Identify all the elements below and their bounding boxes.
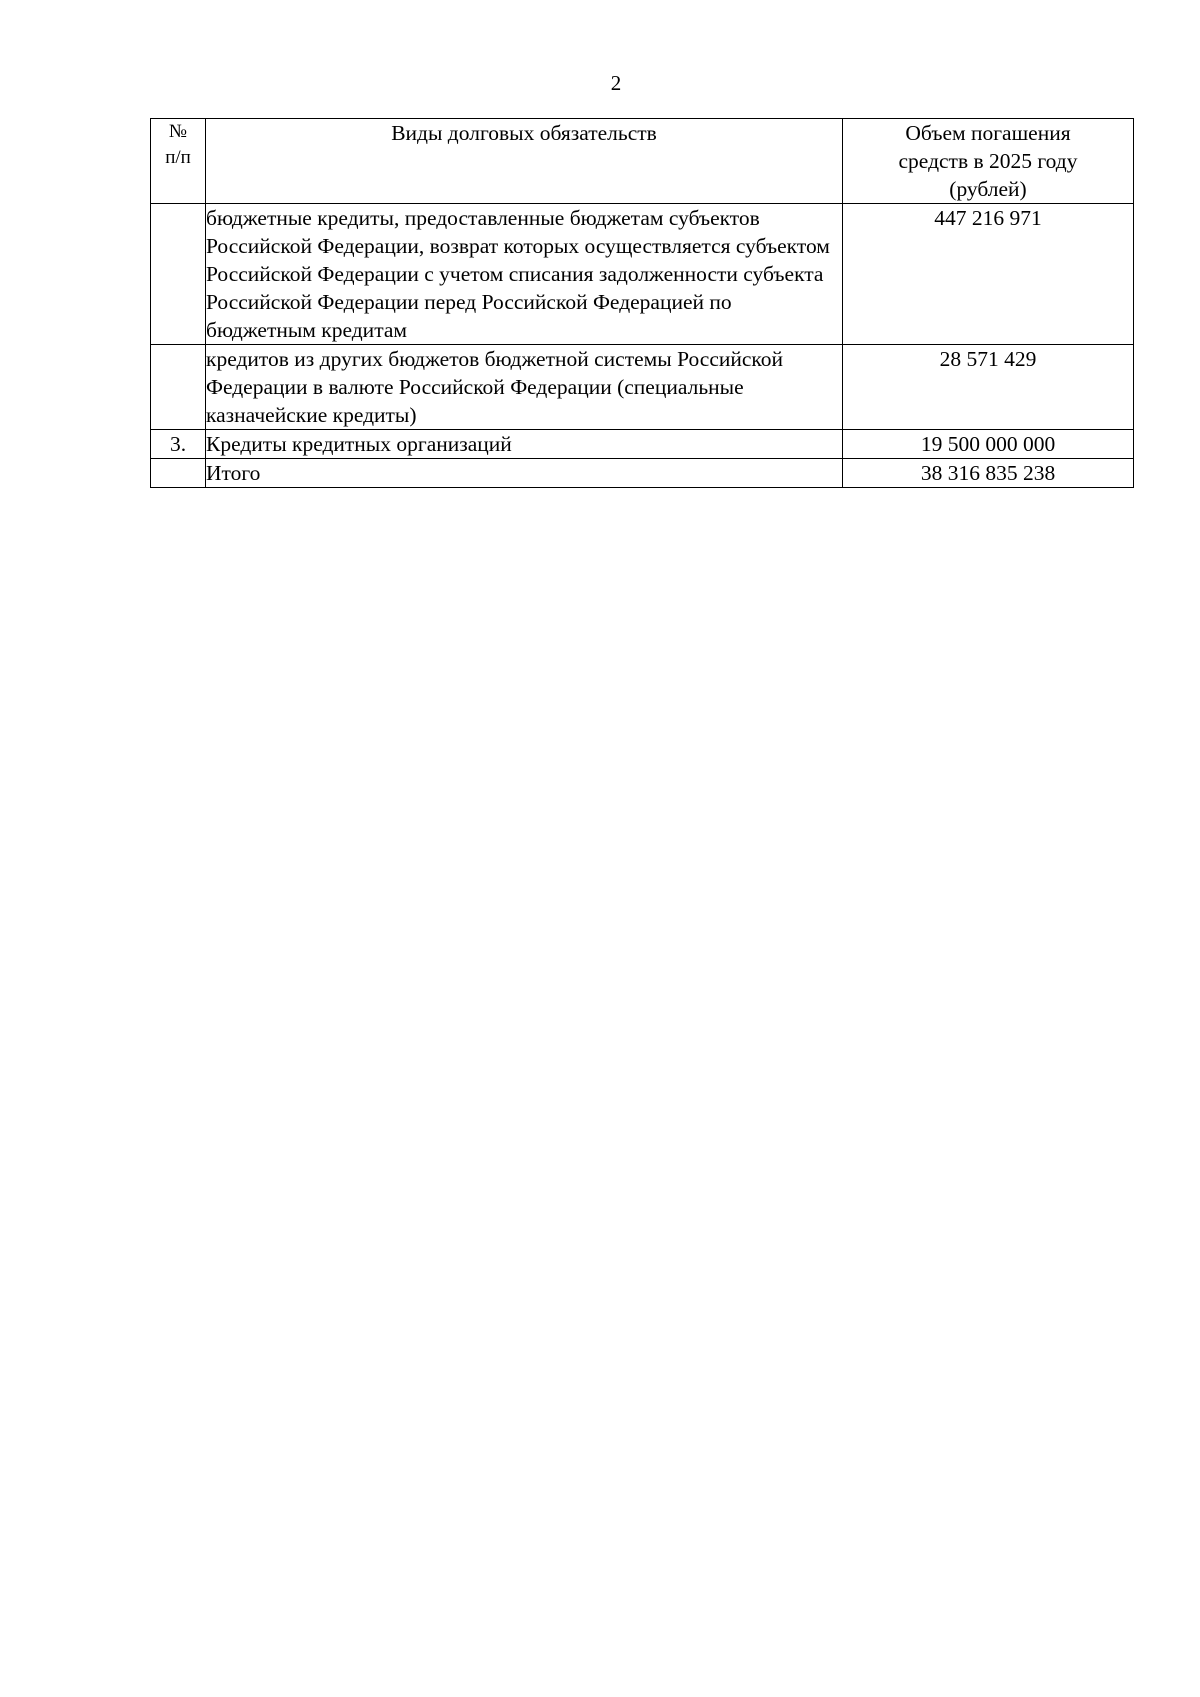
row-amount: 19 500 000 000 [843,430,1134,459]
row-debt-type: Итого [206,459,843,488]
row-debt-type: кредитов из других бюджетов бюджетной системы Российской Федерации в валюте Российской Федерации (специальные казначейские кредиты) [206,345,843,430]
row-number [151,204,206,345]
row-amount: 28 571 429 [843,345,1134,430]
header-amount-line-2: средств в 2025 году [898,149,1078,173]
page-number: 2 [610,71,622,95]
table-header-row [151,119,1134,204]
row-number: 3. [151,430,206,459]
table-row-total [151,459,1134,488]
header-number-abbr: п/п [165,147,191,168]
row-number [151,459,206,488]
header-number [151,119,206,204]
header-amount-line-1: Объем погашения [905,121,1071,145]
row-amount: 38 316 835 238 [843,459,1134,488]
table-row [151,345,1134,430]
row-debt-type: бюджетные кредиты, предоставленные бюджетам субъектов Российской Федерации, возврат которых осуществляется субъектом Российской Федерации с учетом списания задолженности субъекта Российской Федерации перед Российской Федерацией по бюджетным кредитам [206,204,843,345]
table-row [151,430,1134,459]
header-debt-type: Виды долговых обязательств [206,119,843,204]
row-number [151,345,206,430]
table-row [151,204,1134,345]
row-debt-type: Кредиты кредитных организаций [206,430,843,459]
debt-repayment-table [150,118,1134,488]
header-amount-line-3: (рублей) [949,177,1027,201]
row-amount: 447 216 971 [843,204,1134,345]
header-repayment-amount [843,119,1134,204]
header-number-symbol: № [168,121,188,142]
